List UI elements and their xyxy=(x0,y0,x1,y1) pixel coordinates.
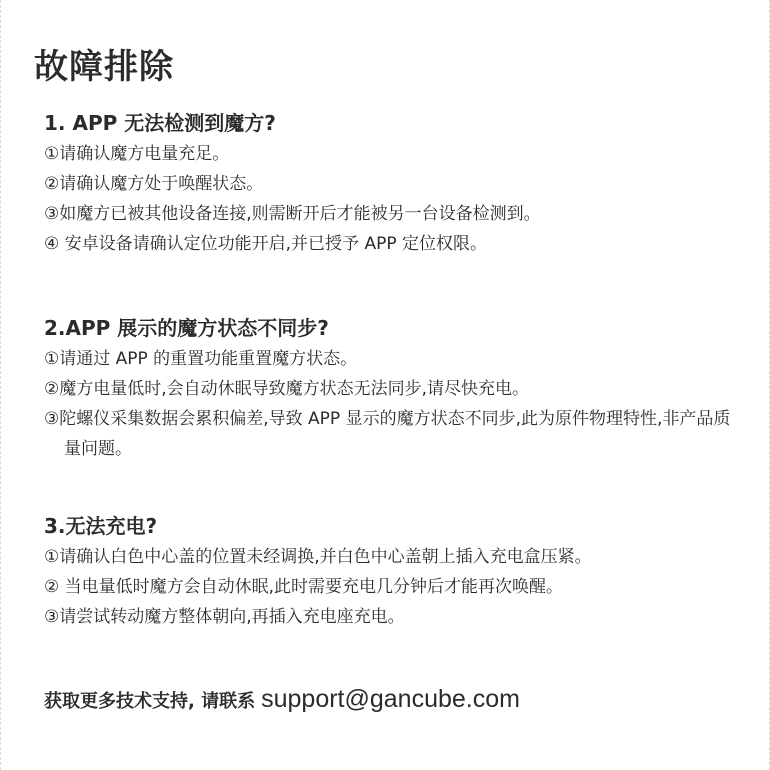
solution-item: ③请尝试转动魔方整体朝向,再插入充电座充电。 xyxy=(44,607,405,627)
support-email-link[interactable]: support@gancube.com xyxy=(261,685,520,713)
solution-item: ①请确认魔方电量充足。 xyxy=(44,144,230,164)
contact-label: 获取更多技术支持, 请联系 xyxy=(44,691,256,712)
section-heading: 1. APP 无法检测到魔方? xyxy=(44,111,276,135)
solution-list xyxy=(44,344,734,464)
section-heading: 3.无法充电? xyxy=(44,514,158,538)
solution-item: ①请通过 APP 的重置功能重置魔方状态。 xyxy=(44,349,358,369)
solution-list xyxy=(44,139,734,259)
solution-item: ③陀螺仪采集数据会累积偏差,导致 APP 显示的魔方状态不同步,此为原件物理特性,非产品质量问题。 xyxy=(44,409,731,459)
section-cannot-charge xyxy=(44,510,734,632)
left-dashed-border xyxy=(0,0,2,770)
page-title: 故障排除 xyxy=(34,47,174,87)
solution-item: ①请确认白色中心盖的位置未经调换,并白色中心盖朝上插入充电盒压紧。 xyxy=(44,547,592,567)
solution-item: ②请确认魔方处于唤醒状态。 xyxy=(44,174,264,194)
section-state-not-synced xyxy=(44,312,734,464)
solution-item: ②魔方电量低时,会自动休眠导致魔方状态无法同步,请尽快充电。 xyxy=(44,379,530,399)
section-app-not-detected xyxy=(44,107,734,259)
section-heading: 2.APP 展示的魔方状态不同步? xyxy=(44,316,329,340)
solution-item: ③如魔方已被其他设备连接,则需断开后才能被另一台设备检测到。 xyxy=(44,204,541,224)
solution-item: ② 当电量低时魔方会自动休眠,此时需要充电几分钟后才能再次唤醒。 xyxy=(44,577,564,597)
solution-item: ④ 安卓设备请确认定位功能开启,并已授予 APP 定位权限。 xyxy=(44,234,487,254)
solution-list xyxy=(44,542,734,632)
support-contact xyxy=(44,682,520,719)
